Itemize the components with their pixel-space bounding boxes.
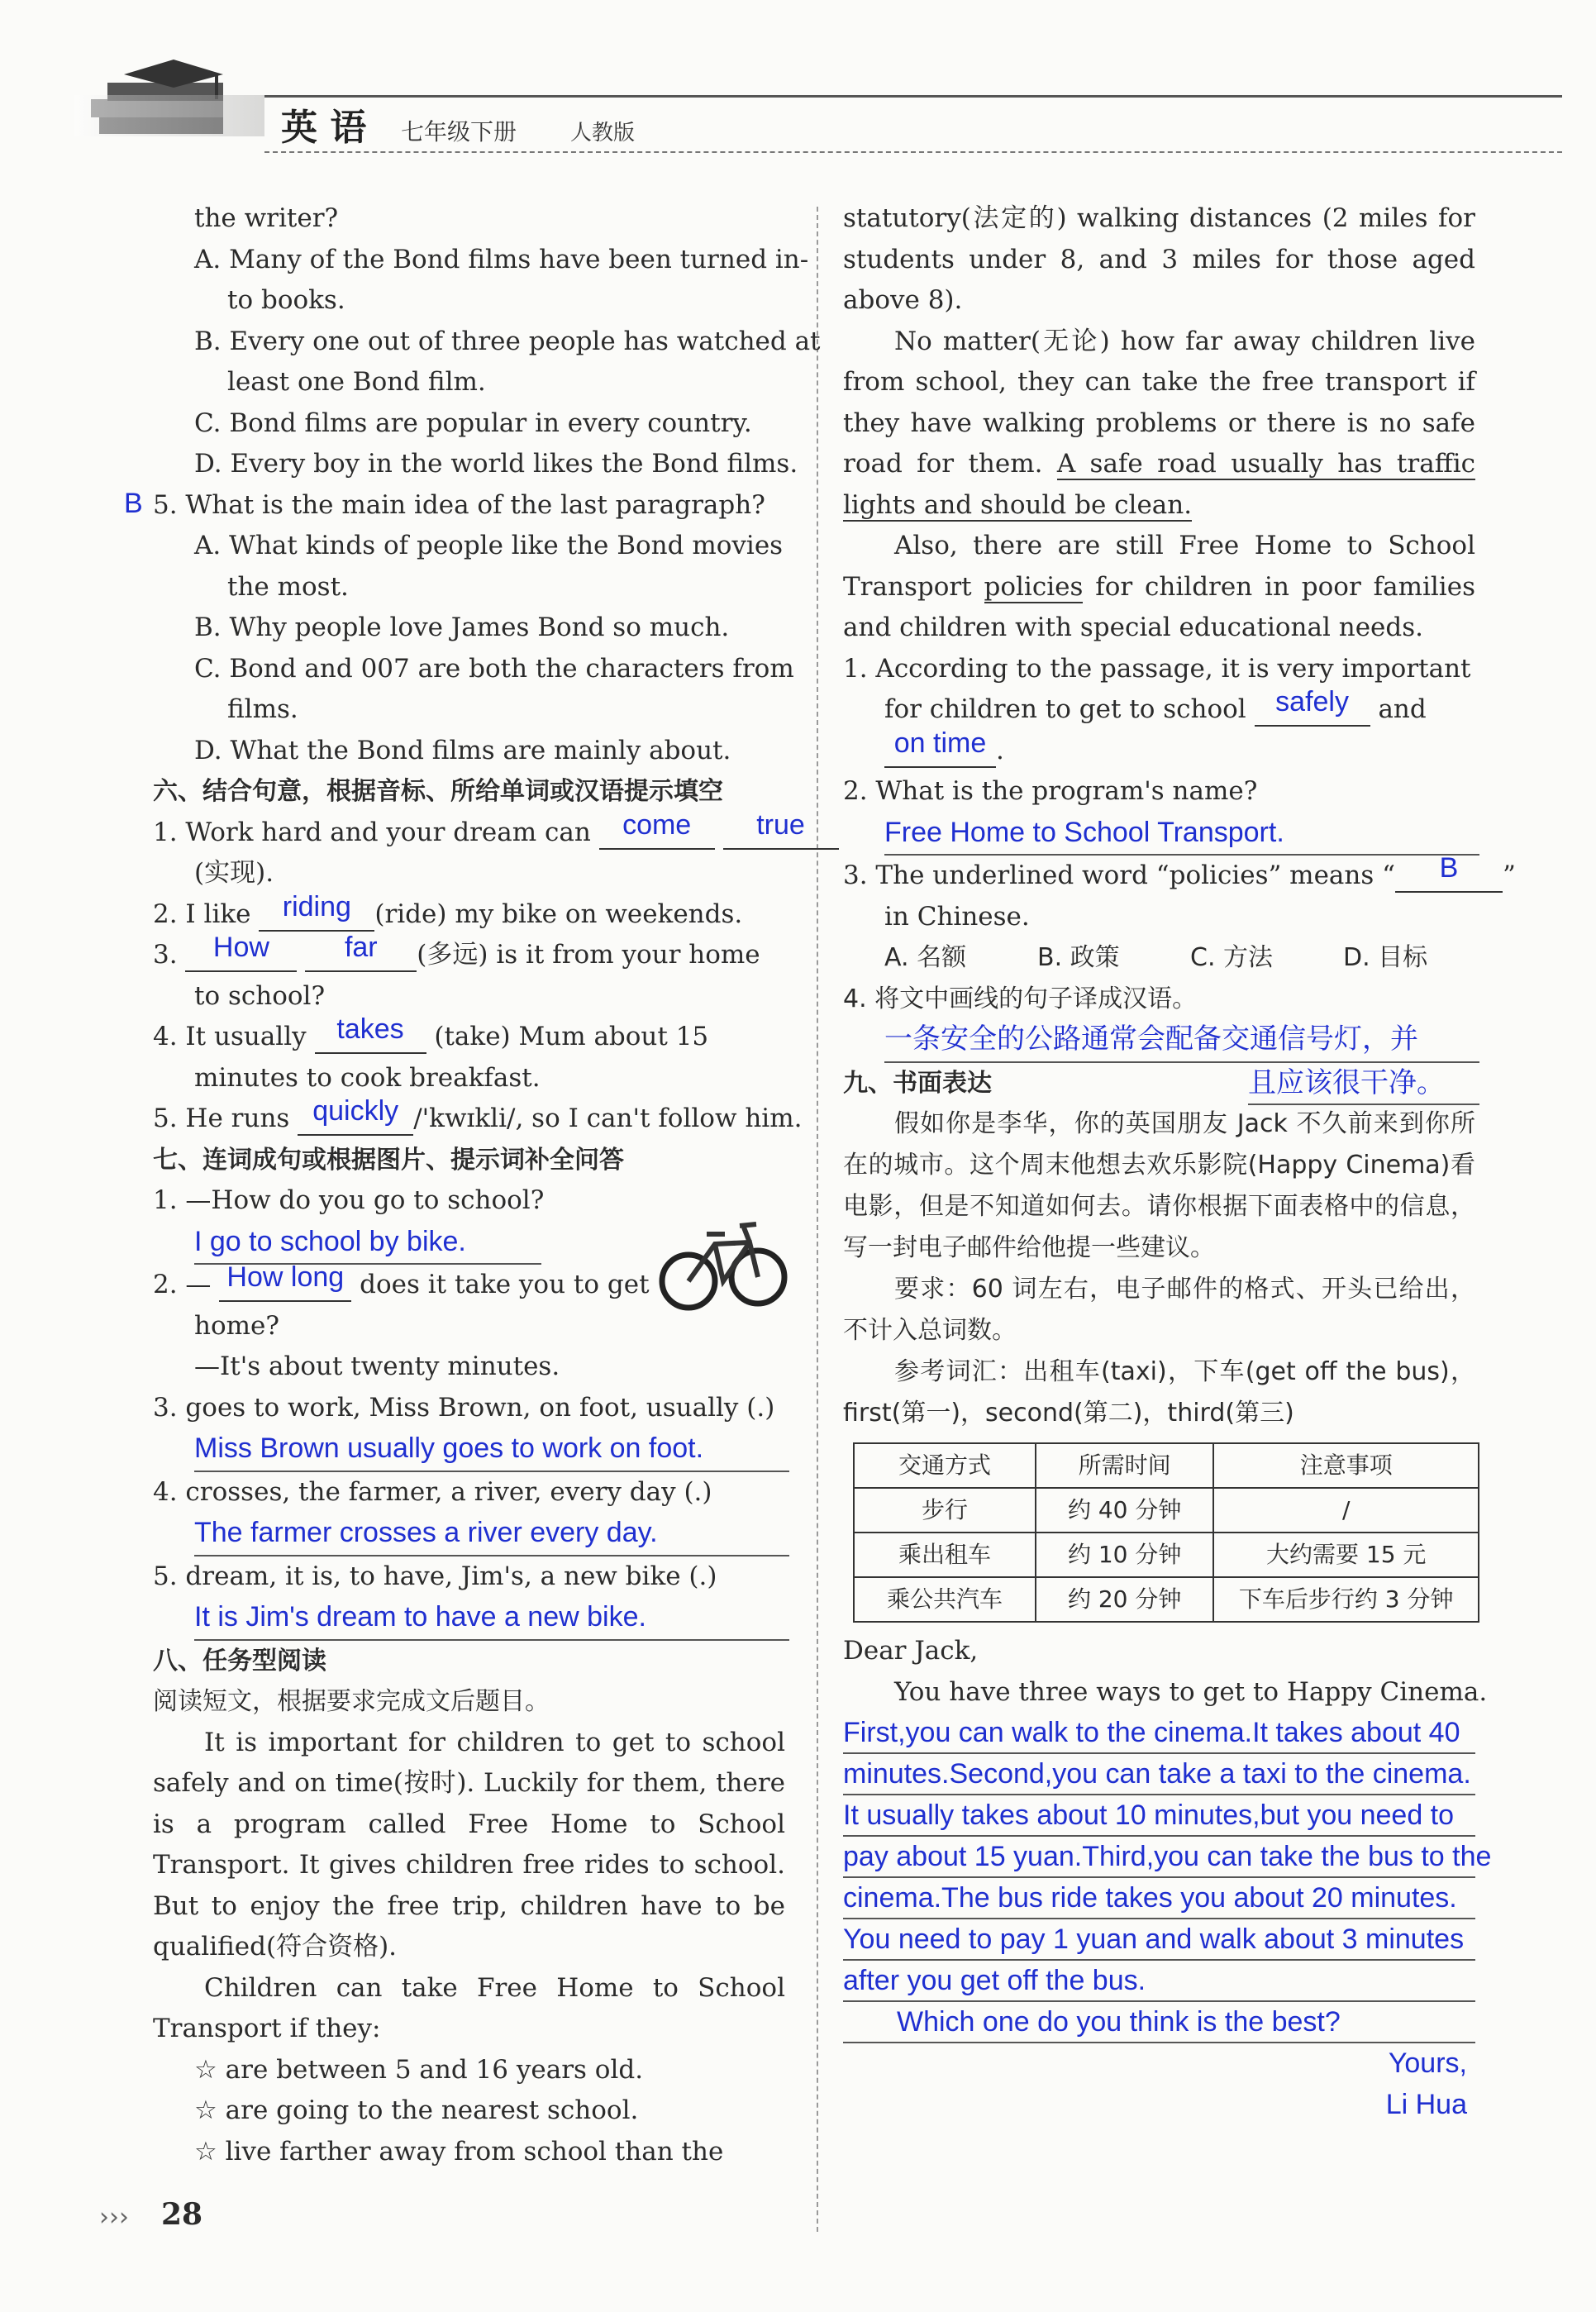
option: D. 目标 [1343,943,1428,972]
question [124,485,785,527]
table-row [854,1577,1479,1622]
essay-line: cinema.The bus ride takes you about 20 minutes. [843,1878,1475,1919]
question-cont: —It's about twenty minutes. [194,1351,560,1381]
option: A. Many of the Bond films have been turned in- [194,244,809,274]
passage-paragraph: Children can take Free Home to School Transport if they: [153,1972,785,2043]
passage-text: for children in poor families and children with special educational needs. [843,571,1475,642]
salutation: Dear Jack, [843,1636,979,1666]
option-cont: to books. [227,285,345,315]
handwritten-answer: How long [226,1261,345,1293]
question [153,890,785,936]
handwritten-answer: 且应该很干净。 [1248,1063,1479,1106]
answer-blank [315,1013,426,1054]
essay-line: Which one do you think is the best? [843,2002,1475,2043]
table-row [854,1533,1479,1577]
handwritten-answer: safely [1275,686,1349,717]
email-opening: You have three ways to get to Happy Cinema. [894,1676,1488,1707]
table-header: 交通方式 [854,1443,1036,1488]
answer-blank [298,1095,413,1136]
answer-line [843,1019,1479,1063]
question-text: does it take you to get [360,1270,650,1299]
answer-line [153,1597,785,1641]
handwritten-answer: B [1439,852,1459,884]
handwritten-answer: come [622,808,692,841]
transport-table [853,1442,1479,1623]
answer-blank [219,1261,351,1302]
handwritten-answer: B [124,487,143,519]
list-item: ☆ live farther away from school than the [194,2136,724,2167]
question-text: ” [1502,860,1516,890]
answer-blank [723,808,839,850]
handwritten-answer: 一条安全的公路通常会配备交通信号灯，并 [884,1023,1418,1055]
answer-line [153,1513,785,1556]
handwritten-answer: How [212,932,269,963]
column-divider [817,207,818,2232]
passage-paragraph [843,526,1475,649]
vocabulary-hint: 参考词汇：出租车(taxi)，下车(get off the bus)，first(第一)，second(第二)，third(第三) [843,1357,1475,1428]
closing: Yours, [1388,2047,1467,2079]
question-text: 1. Work hard and your dream can [153,817,591,847]
option: D. Every boy in the world likes the Bond films. [194,449,798,479]
header-rule [264,95,1562,98]
table-cell: 约 10 分钟 [1036,1533,1214,1577]
handwritten-answer: on time [893,727,987,759]
question [153,1013,785,1058]
option: B. Every one out of three people has watched at [194,326,821,356]
underlined-sentence: A safe road usually has traffic lights and should be clean. [843,449,1475,520]
section-heading: 八、任务型阅读 [153,1646,326,1676]
books-graduation-cap-icon [74,58,264,157]
answer-blank [599,808,715,850]
question: 4. 将文中画线的句子译成汉语。 [843,984,1198,1013]
handwritten-answer: It is Jim's dream to have a new bike. [194,1601,646,1633]
essay-line: It usually takes about 10 minutes,but you need to [843,1795,1475,1837]
handwritten-essay [843,1713,1492,2043]
handwritten-answer: far [344,932,378,963]
option-cont: films. [227,694,298,724]
table-cell: 约 40 分钟 [1036,1488,1214,1533]
question-text: (ride) my bike on weekends. [374,899,743,929]
question-text: /'kwɪkli/, so I can't follow him. [413,1104,803,1133]
answer-blank [884,727,996,768]
handwritten-answer: The farmer crosses a river every day. [194,1517,658,1548]
question-text: (take) Mum about 15 [434,1022,709,1051]
table-header: 注意事项 [1213,1443,1479,1488]
table-cell: 约 20 分钟 [1036,1577,1214,1622]
passage-text: No matter(无论) how far away children live from school, they can take the free transport if they have walking problems or there is no safe road for them. [843,326,1475,479]
table-header: 所需时间 [1036,1443,1214,1488]
question: 4. crosses, the farmer, a river, every day (.) [153,1476,712,1507]
list-item: ☆ are between 5 and 16 years old. [194,2054,644,2085]
answer-blank [259,890,374,932]
handwritten-answer: takes [336,1013,404,1045]
grade-label: 七年级下册 [401,118,517,145]
option: A. What kinds of people like the Bond movies [194,531,784,560]
option: B. Why people love James Bond so much. [194,613,730,642]
essay-line: pay about 15 yuan.Third,you can take the bus to the [843,1837,1475,1878]
question [153,808,805,854]
question: 1. According to the passage, it is very important [843,653,1471,684]
question-cont: (实现). [194,858,274,888]
essay-line: You need to pay 1 yuan and walk about 3 minutes [843,1919,1475,1961]
question-text: 3. The underlined word “policies” means “ [843,860,1395,890]
question-text: and [1378,694,1427,724]
question: 2. — How long does it take you to get [153,1265,785,1306]
task-requirement: 要求：60 词左右，电子邮件的格式、开头已给出，不计入总词数。 [843,1275,1475,1345]
question-cont: minutes to cook breakfast. [194,1062,541,1093]
section-heading: 七、连词成句或根据图片、提示词补全问答 [153,1145,624,1175]
table-cell: 乘公共汽车 [854,1577,1036,1622]
question: 1. —How do you go to school? [153,1185,545,1215]
option: C. 方法 [1190,943,1274,972]
essay-line: minutes.Second,you can take a taxi to the cinema. [843,1754,1475,1795]
option-cont: least one Bond film. [227,367,486,397]
underlined-word: policies [984,571,1084,602]
question-text: 4. It usually [153,1022,307,1051]
edition-label: 人教版 [570,121,636,145]
answer-blank [1255,686,1370,727]
question [153,1095,803,1140]
question-text: 3. [153,940,178,970]
question-text: 5. He runs [153,1104,290,1133]
instruction: 阅读短文，根据要求完成文后题目。 [153,1687,550,1716]
passage-paragraph [843,322,1475,527]
passage-text: Also, there are still Free Home to School Transport [843,531,1475,602]
page-header [74,58,1562,165]
question-text: 5. What is the main idea of the last paragraph? [153,489,765,520]
section-title: 九、书面表达 [843,1068,992,1098]
question [843,852,1516,897]
signature-name: Li Hua [1385,2088,1467,2120]
question-text: for children to get to school [884,694,1246,724]
question-cont: to school? [194,980,326,1011]
question-text: (多远) is it from your home [417,940,760,970]
header-dashed-rule [264,151,1562,153]
subject-title: 英 语 [281,107,367,149]
text-line: the writer? [194,203,339,233]
section-heading: 六、结合句意，根据音标、所给单词或汉语提示填空 [153,777,723,806]
question-cont: home? [194,1310,279,1341]
right-column [843,198,1516,2125]
handwritten-answer: quickly [312,1095,399,1127]
bicycle-image [657,1194,789,1327]
task-prompt: 假如你是李华，你的英国朋友 Jack 不久前来到你所在的城市。这个周末他想去欢乐影院(Happy Cinema)看电影，但是不知道如何去。请你根据下面表格中的信息，写一封电子邮件给他提一些建议。 [843,1109,1475,1262]
handwritten-answer: true [756,808,805,841]
handwritten-answer: riding [282,890,351,922]
option: D. What the Bond films are mainly about. [194,735,731,765]
question-text: 2. I like [153,899,251,929]
option: A. 名额 [884,943,967,972]
question-cont: on time . [843,731,1479,772]
list-item: ☆ are going to the nearest school. [194,2095,639,2125]
section-heading [843,1063,1479,1104]
left-column [124,198,821,2172]
answer-blank [185,932,297,972]
option: C. Bond and 007 are both the characters from [194,653,794,684]
option-cont: the most. [227,571,349,602]
page-number: 28 [161,2197,203,2232]
passage-paragraph: It is important for children to get to school safely and on time(按时). Luckily for them, there is a program called Free Home to School Transport. It gives children free rides to school. But to enjoy the free trip, children have to be qualified(符合资格). [153,1727,785,1962]
passage-paragraph: statutory(法定的) walking distances (2 miles for students under 8, and 3 miles for those aged above 8). [843,203,1475,315]
question: 5. dream, it is, to have, Jim's, a new bike (.) [153,1561,717,1591]
option: C. Bond films are popular in every country. [194,408,752,438]
question: 3. goes to work, Miss Brown, on foot, usually (.) [153,1392,775,1423]
answer-line [843,813,1479,856]
footer-arrows-icon: ››› [99,2203,129,2232]
table-cell: 步行 [854,1488,1036,1533]
table-cell: / [1213,1488,1479,1533]
answer-line [153,1428,785,1472]
handwritten-answer: I go to school by bike. [194,1225,466,1257]
essay-line: First,you can walk to the cinema.It takes about 40 [843,1713,1475,1754]
question: 2. What is the program's name? [843,776,1258,806]
table-cell: 下车后步行约 3 分钟 [1213,1577,1479,1622]
handwritten-answer: Free Home to School Transport. [884,816,1284,848]
answer-blank [305,932,417,972]
essay-line: after you get off the bus. [843,1961,1475,2002]
table-cell: 乘出租车 [854,1533,1036,1577]
option: B. 政策 [1037,943,1120,972]
table-row [854,1488,1479,1533]
answer-blank [1395,852,1503,893]
table-cell: 大约需要 15 元 [1213,1533,1479,1577]
table-header-row [854,1443,1479,1488]
handwritten-answer: Miss Brown usually goes to work on foot. [194,1432,704,1464]
question-cont [843,686,1479,731]
options-row [843,937,1479,979]
question-cont: in Chinese. [884,901,1030,932]
question [153,932,785,976]
